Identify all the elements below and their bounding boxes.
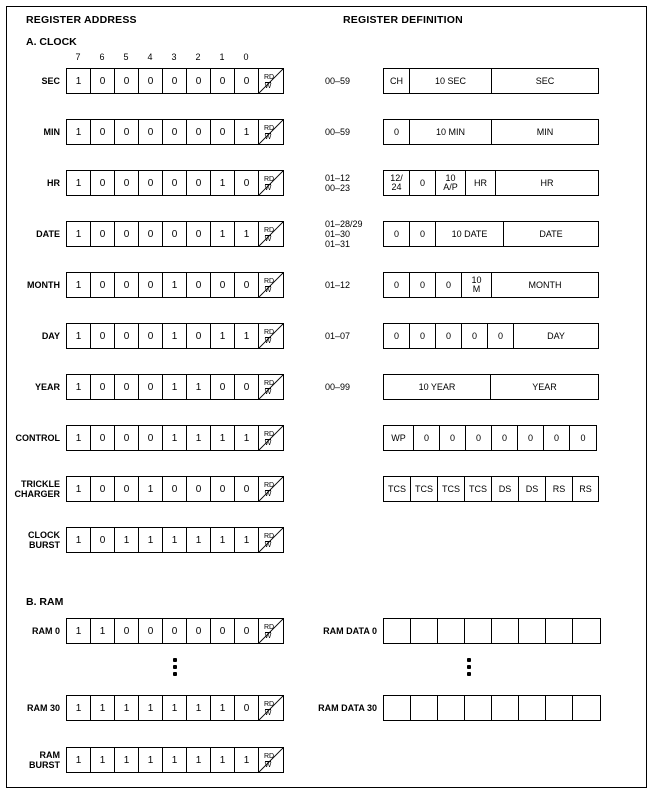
write-label: W xyxy=(264,541,272,549)
definition-field-cell: DS xyxy=(519,477,546,501)
value-range-label: 01–12 00–23 xyxy=(325,173,351,193)
bit-number: 5 xyxy=(123,52,129,62)
definition-field-cell xyxy=(492,619,519,643)
address-bit-cell: 0 xyxy=(115,477,139,501)
address-bit-cell: 0 xyxy=(235,619,259,643)
definition-byte-box xyxy=(383,618,601,644)
address-bit-cell: 1 xyxy=(67,171,91,195)
rd-label: RD xyxy=(263,175,275,183)
address-bit-cell: 0 xyxy=(187,69,211,93)
address-bit-cell: 0 xyxy=(163,171,187,195)
address-byte-box xyxy=(66,221,284,247)
rd-label: RD xyxy=(263,700,275,708)
address-byte-box xyxy=(66,323,284,349)
value-range-label: 01–28/29 01–30 01–31 xyxy=(325,219,363,249)
rd-label: RD xyxy=(263,623,275,631)
definition-field-cell: WP xyxy=(384,426,414,450)
row-label: MIN xyxy=(43,127,60,137)
address-bit-cell: 0 xyxy=(139,69,163,93)
address-bit-cell: 1 xyxy=(67,426,91,450)
ram-data-label: RAM DATA 0 xyxy=(323,626,377,636)
definition-field-cell: 10 YEAR xyxy=(384,375,491,399)
row-label: SEC xyxy=(41,76,60,86)
rd-write-cell xyxy=(259,222,283,246)
rd-label: RD xyxy=(263,226,275,234)
address-bit-cell: 0 xyxy=(211,273,235,297)
address-bit-cell: 0 xyxy=(91,528,115,552)
address-bit-cell: 0 xyxy=(91,324,115,348)
rd-write-cell xyxy=(259,477,283,501)
bit-number-row xyxy=(66,52,258,62)
address-bit-cell: 1 xyxy=(187,528,211,552)
address-bit-cell: 0 xyxy=(115,426,139,450)
address-bit-cell: 0 xyxy=(187,619,211,643)
ellipsis-definition xyxy=(464,655,474,679)
address-bit-cell: 0 xyxy=(139,120,163,144)
definition-field-cell: 0 xyxy=(462,324,488,348)
definition-byte-box xyxy=(383,323,599,349)
rd-write-cell xyxy=(259,696,283,720)
address-bit-cell: 0 xyxy=(235,375,259,399)
address-byte-box xyxy=(66,527,284,553)
definition-byte-box xyxy=(383,221,599,247)
address-bit-cell: 0 xyxy=(115,273,139,297)
address-bit-cell: 1 xyxy=(211,222,235,246)
rd-label: RD xyxy=(263,379,275,387)
row-label: TRICKLE CHARGER xyxy=(14,479,60,499)
bit-number: 2 xyxy=(195,52,201,62)
address-bit-cell: 1 xyxy=(235,748,259,772)
write-label: W xyxy=(264,235,272,243)
address-bit-cell: 0 xyxy=(211,120,235,144)
definition-field-cell: SEC xyxy=(535,75,555,86)
address-bit-cell: 0 xyxy=(235,171,259,195)
address-bit-cell: 0 xyxy=(139,324,163,348)
bit-number: 4 xyxy=(147,52,153,62)
value-range-label: 00–99 xyxy=(325,382,351,392)
address-bit-cell: 1 xyxy=(91,619,115,643)
write-label: W xyxy=(264,133,272,141)
definition-byte-box xyxy=(383,170,599,196)
write-label: W xyxy=(264,184,272,192)
address-bit-cell: 0 xyxy=(91,273,115,297)
row-label: DAY xyxy=(41,331,60,341)
address-bit-cell: 0 xyxy=(91,222,115,246)
definition-field-cell: 0 xyxy=(384,324,410,348)
address-bit-cell: 0 xyxy=(235,696,259,720)
definition-field-cell: 0 xyxy=(544,426,570,450)
address-bit-cell: 1 xyxy=(235,324,259,348)
header-register-definition: REGISTER DEFINITION xyxy=(343,14,463,26)
definition-field-cell xyxy=(384,619,411,643)
value-range-label: 01–12 xyxy=(325,280,351,290)
definition-field-cell: 0 xyxy=(436,273,462,297)
address-bit-cell: 0 xyxy=(91,426,115,450)
address-bit-cell: 1 xyxy=(115,748,139,772)
address-byte-box xyxy=(66,68,284,94)
rd-write-cell xyxy=(259,120,283,144)
definition-field-cell xyxy=(519,696,546,720)
address-bit-cell: 1 xyxy=(67,273,91,297)
definition-field-cell: DAY xyxy=(547,330,565,341)
address-bit-cell: 1 xyxy=(67,619,91,643)
address-byte-box xyxy=(66,618,284,644)
definition-field-cell xyxy=(546,619,573,643)
address-bit-cell: 1 xyxy=(115,528,139,552)
write-label: W xyxy=(264,388,272,396)
definition-field-cell xyxy=(438,696,465,720)
address-bit-cell: 0 xyxy=(163,120,187,144)
address-bit-cell: 0 xyxy=(115,69,139,93)
address-bit-cell: 1 xyxy=(139,477,163,501)
row-label: DATE xyxy=(36,229,60,239)
address-bit-cell: 1 xyxy=(67,696,91,720)
address-bit-cell: 0 xyxy=(139,222,163,246)
definition-field-cell xyxy=(384,696,411,720)
write-label: W xyxy=(264,761,272,769)
address-bit-cell: 0 xyxy=(115,222,139,246)
address-bit-cell: 1 xyxy=(67,222,91,246)
address-bit-cell: 0 xyxy=(211,619,235,643)
definition-byte-box xyxy=(383,425,597,451)
bit-number: 6 xyxy=(99,52,105,62)
rd-write-cell xyxy=(259,528,283,552)
address-bit-cell: 0 xyxy=(163,69,187,93)
definition-field-cell xyxy=(411,619,438,643)
address-bit-cell: 1 xyxy=(163,273,187,297)
definition-field-cell: TCS xyxy=(384,477,411,501)
address-bit-cell: 0 xyxy=(115,375,139,399)
row-label: YEAR xyxy=(34,382,60,392)
address-bit-cell: 1 xyxy=(67,69,91,93)
write-label: W xyxy=(264,709,272,717)
rd-write-cell xyxy=(259,375,283,399)
row-label: RAM BURST xyxy=(29,750,60,770)
address-byte-box xyxy=(66,476,284,502)
bit-number: 0 xyxy=(243,52,249,62)
address-bit-cell: 1 xyxy=(139,528,163,552)
rd-label: RD xyxy=(263,73,275,81)
rd-label: RD xyxy=(263,124,275,132)
address-bit-cell: 1 xyxy=(163,696,187,720)
address-bit-cell: 0 xyxy=(115,171,139,195)
value-range-label: 00–59 xyxy=(325,76,351,86)
address-bit-cell: 0 xyxy=(115,619,139,643)
definition-field-cell: 12/ 24 xyxy=(384,171,410,195)
definition-field-cell xyxy=(465,696,492,720)
definition-field-cell xyxy=(519,619,546,643)
row-label: CLOCK BURST xyxy=(28,530,60,550)
rd-write-cell xyxy=(259,171,283,195)
address-byte-box xyxy=(66,119,284,145)
definition-field-cell: RS xyxy=(546,477,573,501)
definition-field-cell: HR xyxy=(466,171,496,195)
definition-byte-box xyxy=(383,68,599,94)
definition-byte-box xyxy=(383,119,599,145)
write-label: W xyxy=(264,490,272,498)
bit-number: 1 xyxy=(219,52,225,62)
definition-field-cell xyxy=(465,619,492,643)
row-label: RAM 0 xyxy=(31,626,60,636)
definition-field-cell: TCS xyxy=(465,477,492,501)
address-bit-cell: 1 xyxy=(187,426,211,450)
definition-field-cell xyxy=(573,619,600,643)
address-bit-cell: 0 xyxy=(163,477,187,501)
write-label: W xyxy=(264,439,272,447)
definition-field-cell: 0 xyxy=(384,120,410,144)
rd-write-cell xyxy=(259,69,283,93)
definition-field-cell: HR xyxy=(540,177,554,188)
definition-field-cell: 0 xyxy=(436,324,462,348)
definition-field-cell xyxy=(438,619,465,643)
rd-write-cell xyxy=(259,426,283,450)
address-bit-cell: 1 xyxy=(235,120,259,144)
definition-field-cell: 0 xyxy=(384,222,410,246)
definition-field-cell: 10 A/P xyxy=(436,171,466,195)
write-label: W xyxy=(264,82,272,90)
address-bit-cell: 1 xyxy=(67,477,91,501)
definition-field-cell: 0 xyxy=(410,171,436,195)
address-bit-cell: 0 xyxy=(163,222,187,246)
rd-label: RD xyxy=(263,752,275,760)
write-label: W xyxy=(264,337,272,345)
definition-field-cell: 0 xyxy=(580,432,586,443)
definition-field-cell: YEAR xyxy=(532,381,557,392)
definition-field-cell: 0 xyxy=(414,426,440,450)
definition-field-cell: 10 SEC xyxy=(410,69,492,93)
definition-field-cell: RS xyxy=(579,483,592,494)
definition-field-cell: 10 M xyxy=(462,273,492,297)
address-bit-cell: 0 xyxy=(235,477,259,501)
address-bit-cell: 1 xyxy=(211,171,235,195)
address-bit-cell: 1 xyxy=(187,696,211,720)
address-bit-cell: 0 xyxy=(139,375,163,399)
definition-field-cell: DATE xyxy=(539,228,563,239)
address-bit-cell: 0 xyxy=(235,69,259,93)
definition-field-cell xyxy=(573,696,600,720)
address-byte-box xyxy=(66,170,284,196)
address-bit-cell: 1 xyxy=(91,696,115,720)
definition-field-cell: TCS xyxy=(411,477,438,501)
address-bit-cell: 1 xyxy=(211,528,235,552)
value-range-label: 01–07 xyxy=(325,331,351,341)
address-bit-cell: 0 xyxy=(211,375,235,399)
address-bit-cell: 1 xyxy=(235,426,259,450)
address-bit-cell: 0 xyxy=(211,477,235,501)
address-bit-cell: 1 xyxy=(163,748,187,772)
address-bit-cell: 1 xyxy=(67,324,91,348)
address-bit-cell: 1 xyxy=(67,375,91,399)
address-bit-cell: 0 xyxy=(187,222,211,246)
address-bit-cell: 1 xyxy=(67,748,91,772)
ram-data-label: RAM DATA 30 xyxy=(318,703,377,713)
address-bit-cell: 1 xyxy=(163,324,187,348)
address-bit-cell: 1 xyxy=(187,375,211,399)
address-bit-cell: 1 xyxy=(163,375,187,399)
rd-write-cell xyxy=(259,324,283,348)
definition-field-cell: 0 xyxy=(410,222,436,246)
address-bit-cell: 1 xyxy=(91,748,115,772)
definition-field-cell xyxy=(546,696,573,720)
address-bit-cell: 1 xyxy=(139,748,163,772)
bit-number: 3 xyxy=(171,52,177,62)
address-byte-box xyxy=(66,695,284,721)
address-byte-box xyxy=(66,374,284,400)
address-bit-cell: 1 xyxy=(211,748,235,772)
definition-field-cell: 0 xyxy=(410,324,436,348)
address-bit-cell: 1 xyxy=(235,222,259,246)
address-bit-cell: 0 xyxy=(235,273,259,297)
rd-write-cell xyxy=(259,748,283,772)
rd-label: RD xyxy=(263,328,275,336)
address-bit-cell: 1 xyxy=(67,120,91,144)
address-bit-cell: 0 xyxy=(91,120,115,144)
rd-write-cell xyxy=(259,619,283,643)
definition-field-cell: 0 xyxy=(518,426,544,450)
definition-byte-box xyxy=(383,476,599,502)
rd-write-cell xyxy=(259,273,283,297)
row-label: HR xyxy=(47,178,60,188)
header-register-address: REGISTER ADDRESS xyxy=(26,14,137,26)
address-bit-cell: 0 xyxy=(139,619,163,643)
definition-field-cell xyxy=(411,696,438,720)
address-bit-cell: 1 xyxy=(139,696,163,720)
definition-field-cell: MIN xyxy=(536,126,554,137)
rd-label: RD xyxy=(263,532,275,540)
definition-byte-box xyxy=(383,374,599,400)
row-label: RAM 30 xyxy=(26,703,60,713)
address-bit-cell: 0 xyxy=(187,273,211,297)
address-bit-cell: 0 xyxy=(187,120,211,144)
definition-field-cell: 10 MIN xyxy=(410,120,492,144)
address-bit-cell: 0 xyxy=(163,619,187,643)
address-bit-cell: 0 xyxy=(91,69,115,93)
address-bit-cell: 0 xyxy=(187,171,211,195)
address-bit-cell: 0 xyxy=(139,171,163,195)
row-label: MONTH xyxy=(27,280,60,290)
address-bit-cell: 0 xyxy=(91,477,115,501)
write-label: W xyxy=(264,286,272,294)
address-bit-cell: 0 xyxy=(187,477,211,501)
definition-field-cell: 0 xyxy=(492,426,518,450)
address-byte-box xyxy=(66,425,284,451)
definition-byte-box xyxy=(383,695,601,721)
address-bit-cell: 0 xyxy=(187,324,211,348)
definition-field-cell: CH xyxy=(384,69,410,93)
address-bit-cell: 1 xyxy=(211,324,235,348)
section-a-title: A. CLOCK xyxy=(26,36,77,48)
value-range-label: 00–59 xyxy=(325,127,351,137)
address-bit-cell: 1 xyxy=(211,696,235,720)
ellipsis-address xyxy=(170,655,180,679)
address-bit-cell: 1 xyxy=(163,528,187,552)
definition-field-cell: MONTH xyxy=(528,279,562,290)
address-byte-box xyxy=(66,747,284,773)
write-label: W xyxy=(264,632,272,640)
section-b-title: B. RAM xyxy=(26,596,64,608)
rd-label: RD xyxy=(263,430,275,438)
address-bit-cell: 1 xyxy=(211,426,235,450)
bit-number: 7 xyxy=(75,52,81,62)
address-bit-cell: 1 xyxy=(235,528,259,552)
row-label: CONTROL xyxy=(15,433,60,443)
rd-label: RD xyxy=(263,481,275,489)
definition-field-cell: 0 xyxy=(466,426,492,450)
rd-label: RD xyxy=(263,277,275,285)
address-bit-cell: 1 xyxy=(67,528,91,552)
address-bit-cell: 1 xyxy=(163,426,187,450)
definition-field-cell xyxy=(492,696,519,720)
address-bit-cell: 0 xyxy=(115,324,139,348)
address-bit-cell: 0 xyxy=(91,375,115,399)
address-byte-box xyxy=(66,272,284,298)
definition-field-cell: 0 xyxy=(488,324,514,348)
definition-byte-box xyxy=(383,272,599,298)
address-bit-cell: 0 xyxy=(139,273,163,297)
address-bit-cell: 0 xyxy=(211,69,235,93)
address-bit-cell: 0 xyxy=(115,120,139,144)
address-bit-cell: 0 xyxy=(91,171,115,195)
definition-field-cell: TCS xyxy=(438,477,465,501)
address-bit-cell: 1 xyxy=(115,696,139,720)
definition-field-cell: 0 xyxy=(440,426,466,450)
definition-field-cell: DS xyxy=(492,477,519,501)
definition-field-cell: 0 xyxy=(410,273,436,297)
definition-field-cell: 0 xyxy=(384,273,410,297)
address-bit-cell: 1 xyxy=(187,748,211,772)
definition-field-cell: 10 DATE xyxy=(436,222,504,246)
address-bit-cell: 0 xyxy=(139,426,163,450)
